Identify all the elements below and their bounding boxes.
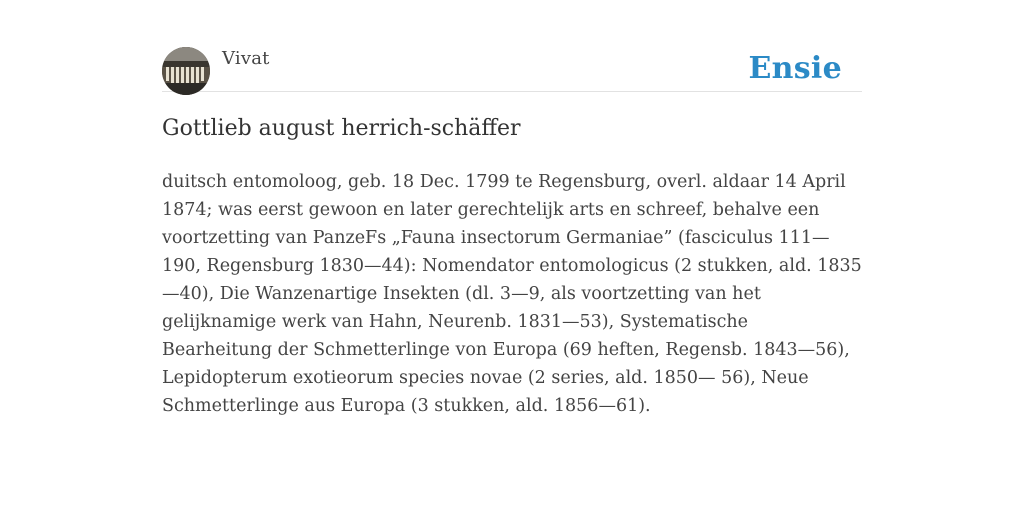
- page-header: [162, 47, 862, 92]
- article-body: duitsch entomoloog, geb. 18 Dec. 1799 te Regensburg, overl. aldaar 14 April 1874; was eerst gewoon en later gerechtelijk arts en schreef, behalve een voortzetting van PanzeFs „Fauna insectorum Germaniae” (fasciculus 111—190, Regensburg 1830—44): Nomendator entomologicus (2 stukken, ald. 1835—40), Die Wanzenartige Insekten (dl. 3—9, als voortzetting van het gelijknamige werk van Hahn, Neurenb. 1831—53), Systematische Bearheitung der Schmetterlinge von Europa (69 heften, Regensb. 1843—56), Lepidopterum exotieorum species novae (2 series, ald. 1850— 56), Neue Schmetterlinge aus Europa (3 stukken, ald. 1856—61).: [162, 172, 862, 416]
- typewriter-keys-avatar-icon: [162, 47, 210, 95]
- author-avatar[interactable]: [162, 47, 210, 95]
- article-title: Gottlieb august herrich-schäffer: [162, 116, 521, 141]
- author-name[interactable]: Vivat: [222, 48, 270, 69]
- brand-logo[interactable]: Ensie: [748, 51, 842, 86]
